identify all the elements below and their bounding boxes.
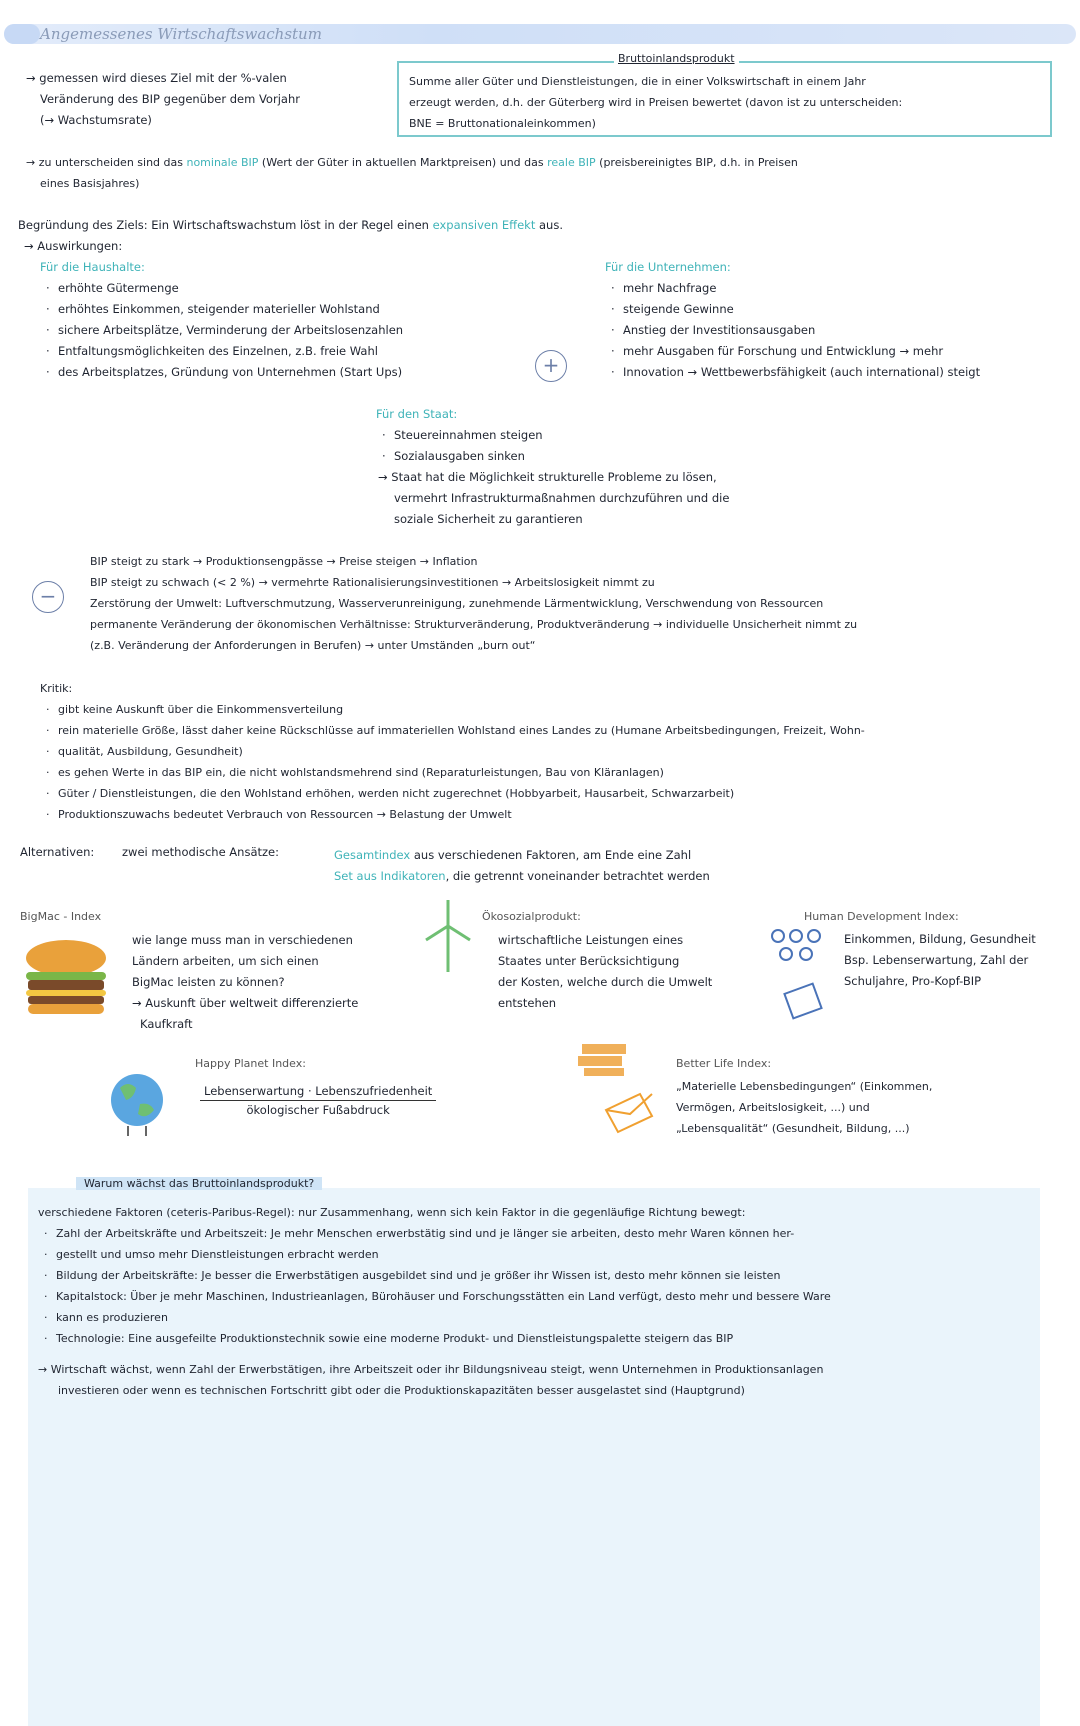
negative-line: (z.B. Veränderung der Anforderungen in Berufen) → unter Umständen „burn out“: [90, 639, 536, 652]
list-item: · mehr Ausgaben für Forschung und Entwicklung → mehr: [623, 341, 980, 362]
oeko-line: entstehen: [498, 996, 557, 1010]
alt-text: aus verschiedenen Faktoren, am Ende eine Zahl: [410, 848, 692, 862]
negative-line: BIP steigt zu stark → Produktionsengpässe → Preise steigen → Inflation: [90, 555, 478, 568]
plus-icon: +: [535, 350, 567, 382]
hpi-denominator: ökologischer Fußabdruck: [246, 1103, 390, 1117]
list-item: · Sozialausgaben sinken: [394, 446, 729, 467]
alternativen-ansaetze: zwei methodische Ansätze:: [122, 845, 279, 859]
oeko-text: [498, 930, 712, 1014]
unternehmen-section: [605, 257, 980, 383]
nr-text: (Wert der Güter in aktuellen Marktpreisen) und das: [258, 156, 548, 169]
staat-section: [376, 404, 729, 530]
list-item: · Innovation → Wettbewerbsfähigkeit (auch international) steigt: [623, 362, 980, 383]
intro: [26, 68, 300, 131]
beg-text: aus.: [535, 218, 563, 232]
hpi-numerator: Lebenserwartung · Lebenszufriedenheit: [200, 1082, 436, 1101]
list-item: · es gehen Werte in das BIP ein, die nicht wohlstandsmehrend sind (Reparaturleistungen, Bau von Kläranlagen): [58, 762, 865, 783]
kritik-heading: Kritik:: [40, 682, 73, 695]
list-item: · des Arbeitsplatzes, Gründung von Unternehmen (Start Ups): [58, 362, 403, 383]
list-item: · mehr Nachfrage: [623, 278, 980, 299]
haushalte-section: [40, 257, 403, 383]
bip-box-title: Bruttoinlandsprodukt: [614, 52, 739, 65]
negative-line: BIP steigt zu schwach (< 2 %) → vermehrte Rationalisierungsinvestitionen → Arbeitslosigkeit nimmt zu: [90, 576, 655, 589]
earth-icon: [104, 1070, 170, 1140]
warum-conclusion: → Wirtschaft wächst, wenn Zahl der Erwerbstätigen, ihre Arbeitszeit oder ihr Bildungsniveau steigt, wenn Unternehmen in Produktionsanlagen: [38, 1363, 824, 1376]
wind-turbine-icon: [420, 896, 476, 974]
list-item: · Güter / Dienstleistungen, die den Wohlstand erhöhen, werden nicht zugerechnet (Hobbyarbeit, Hausarbeit, Schwarzarbeit): [58, 783, 865, 804]
minus-icon: −: [32, 581, 64, 613]
list-item: · Entfaltungsmöglichkeiten des Einzelnen, z.B. freie Wahl: [58, 341, 403, 362]
negatives-section: [90, 551, 1050, 656]
bigmac-title: BigMac - Index: [20, 910, 102, 923]
hdi-line: Einkommen, Bildung, Gesundheit: [844, 932, 1036, 946]
staat-line: soziale Sicherheit zu garantieren: [394, 512, 583, 526]
list-item: · erhöhte Gütermenge: [58, 278, 403, 299]
burger-icon: [22, 938, 110, 1018]
intro-line: (→ Wachstumsrate): [40, 113, 152, 127]
bigmac-line: wie lange muss man in verschiedenen: [132, 933, 353, 947]
list-item: · Produktionszuwachs bedeutet Verbrauch von Ressourcen → Belastung der Umwelt: [58, 804, 865, 825]
warum-conclusion: investieren oder wenn es technischen Fortschritt gibt oder die Produktionskapazitäten besser ausgelastet sind (Hauptgrund): [58, 1384, 745, 1397]
kritik-section: [40, 678, 865, 825]
hdi-title: Human Development Index:: [804, 910, 959, 923]
warum-title: Warum wächst das Bruttoinlandsprodukt?: [76, 1177, 322, 1190]
hpi-fraction: [200, 1082, 436, 1119]
warum-content: [38, 1202, 831, 1401]
alt-hl: Gesamtindex: [334, 848, 411, 862]
list-item: · qualität, Ausbildung, Gesundheit): [58, 741, 865, 762]
staat-line: → Staat hat die Möglichkeit strukturelle Probleme zu lösen,: [378, 470, 717, 484]
bli-line: „Lebensqualität“ (Gesundheit, Bildung, ...): [676, 1122, 910, 1135]
nr-text: (preisbereinigtes BIP, d.h. in Preisen: [595, 156, 798, 169]
list-item: · sichere Arbeitsplätze, Verminderung der Arbeitslosenzahlen: [58, 320, 403, 341]
real-bip: reale BIP: [547, 156, 596, 169]
list-item: · Anstieg der Investitionsausgaben: [623, 320, 980, 341]
money-icon: [576, 1040, 656, 1140]
oeko-line: Staates unter Berücksichtigung: [498, 954, 680, 968]
bigmac-text: [132, 930, 358, 1035]
intro-line: → gemessen wird dieses Ziel mit der %-valen: [26, 71, 287, 85]
bip-definition-box: [397, 61, 1052, 137]
beg-text: Begründung des Ziels: Ein Wirtschaftswachstum löst in der Regel einen: [18, 218, 433, 232]
list-item: · kann es produzieren: [56, 1307, 831, 1328]
title-bar-dot: [4, 24, 40, 44]
oeko-line: der Kosten, welche durch die Umwelt: [498, 975, 713, 989]
list-item: · Steuereinnahmen steigen: [394, 425, 729, 446]
expansive-effect: expansiven Effekt: [432, 218, 536, 232]
haushalte-heading: Für die Haushalte:: [40, 260, 145, 274]
alternativen-label: Alternativen:: [20, 845, 95, 859]
list-item: · Bildung der Arbeitskräfte: Je besser die Erwerbstätigen ausgebildet sind und je größer ihr Wissen ist, desto mehr können sie leisten: [56, 1265, 831, 1286]
bip-line: Summe aller Güter und Dienstleistungen, die in einer Volkswirtschaft in einem Jahr: [409, 75, 866, 88]
bip-line: BNE = Bruttonationaleinkommen): [409, 117, 596, 130]
people-icon: [766, 928, 826, 1024]
intro-line: Veränderung des BIP gegenüber dem Vorjahr: [40, 92, 300, 106]
nominal-bip: nominale BIP: [186, 156, 259, 169]
hpi-title: Happy Planet Index:: [195, 1057, 306, 1070]
bli-line: „Materielle Lebensbedingungen“ (Einkommen,: [676, 1080, 933, 1093]
bigmac-line: → Auskunft über weltweit differenzierte: [132, 996, 359, 1010]
hdi-text: [844, 929, 1036, 992]
list-item: · Kapitalstock: Über je mehr Maschinen, Industrieanlagen, Bürohäuser und Forschungsstätten ein Land verfügt, desto mehr und bessere Ware: [56, 1286, 831, 1307]
negative-line: permanente Veränderung der ökonomischen Verhältnisse: Strukturveränderung, Produktveränderung → individuelle Unsicherheit nimmt zu: [90, 618, 858, 631]
bli-line: Vermögen, Arbeitslosigkeit, ...) und: [676, 1101, 870, 1114]
bigmac-line: Ländern arbeiten, um sich einen: [132, 954, 319, 968]
unternehmen-heading: Für die Unternehmen:: [605, 260, 731, 274]
hdi-line: Bsp. Lebenserwartung, Zahl der: [844, 953, 1029, 967]
list-item: · gibt keine Auskunft über die Einkommensverteilung: [58, 699, 865, 720]
list-item: · erhöhtes Einkommen, steigender materieller Wohlstand: [58, 299, 403, 320]
alt-hl: Set aus Indikatoren: [334, 869, 446, 883]
staat-heading: Für den Staat:: [376, 407, 458, 421]
warum-intro: verschiedene Faktoren (ceteris-Paribus-Regel): nur Zusammenhang, wenn sich kein Faktor in die gegenläufige Richtung bewegt:: [38, 1206, 746, 1219]
list-item: · steigende Gewinne: [623, 299, 980, 320]
bip-line: erzeugt werden, d.h. der Güterberg wird in Preisen bewertet (davon ist zu unterscheiden:: [409, 96, 903, 109]
staat-line: vermehrt Infrastrukturmaßnahmen durchzuführen und die: [394, 491, 730, 505]
list-item: · gestellt und umso mehr Dienstleistungen erbracht werden: [56, 1244, 831, 1265]
alt-text: , die getrennt voneinander betrachtet werden: [445, 869, 710, 883]
begruendung: [18, 215, 563, 257]
nominal-real: [26, 152, 798, 194]
page-title: Angemessenes Wirtschaftswachstum: [40, 25, 322, 43]
list-item: · Technologie: Eine ausgefeilte Produktionstechnik sowie eine moderne Produkt- und Dienstleistungspalette steigern das BIP: [56, 1328, 831, 1349]
list-item: · Zahl der Arbeitskräfte und Arbeitszeit: Je mehr Menschen erwerbstätig sind und je länger sie arbeiten, desto mehr Waren können her-: [56, 1223, 831, 1244]
nr-line2: eines Basisjahres): [40, 177, 140, 190]
bli-title: Better Life Index:: [676, 1057, 772, 1070]
nr-text: → zu unterscheiden sind das: [26, 156, 187, 169]
hdi-line: Schuljahre, Pro-Kopf-BIP: [844, 974, 982, 988]
negative-line: Zerstörung der Umwelt: Luftverschmutzung, Wasserverunreinigung, zunehmende Lärmentwicklung, Verschwendung von Ressourcen: [90, 597, 824, 610]
auswirkungen-label: → Auswirkungen:: [24, 239, 123, 253]
bli-text: [676, 1076, 932, 1139]
list-item: · rein materielle Größe, lässt daher keine Rückschlüsse auf immateriellen Wohlstand eines Landes zu (Humane Arbeitsbedingungen, Freizeit, Wohn-: [58, 720, 865, 741]
alternativen-list: [334, 845, 710, 887]
oeko-line: wirtschaftliche Leistungen eines: [498, 933, 684, 947]
bigmac-line: Kaufkraft: [140, 1017, 193, 1031]
oeko-title: Ökosozialprodukt:: [482, 910, 581, 923]
bigmac-line: BigMac leisten zu können?: [132, 975, 285, 989]
